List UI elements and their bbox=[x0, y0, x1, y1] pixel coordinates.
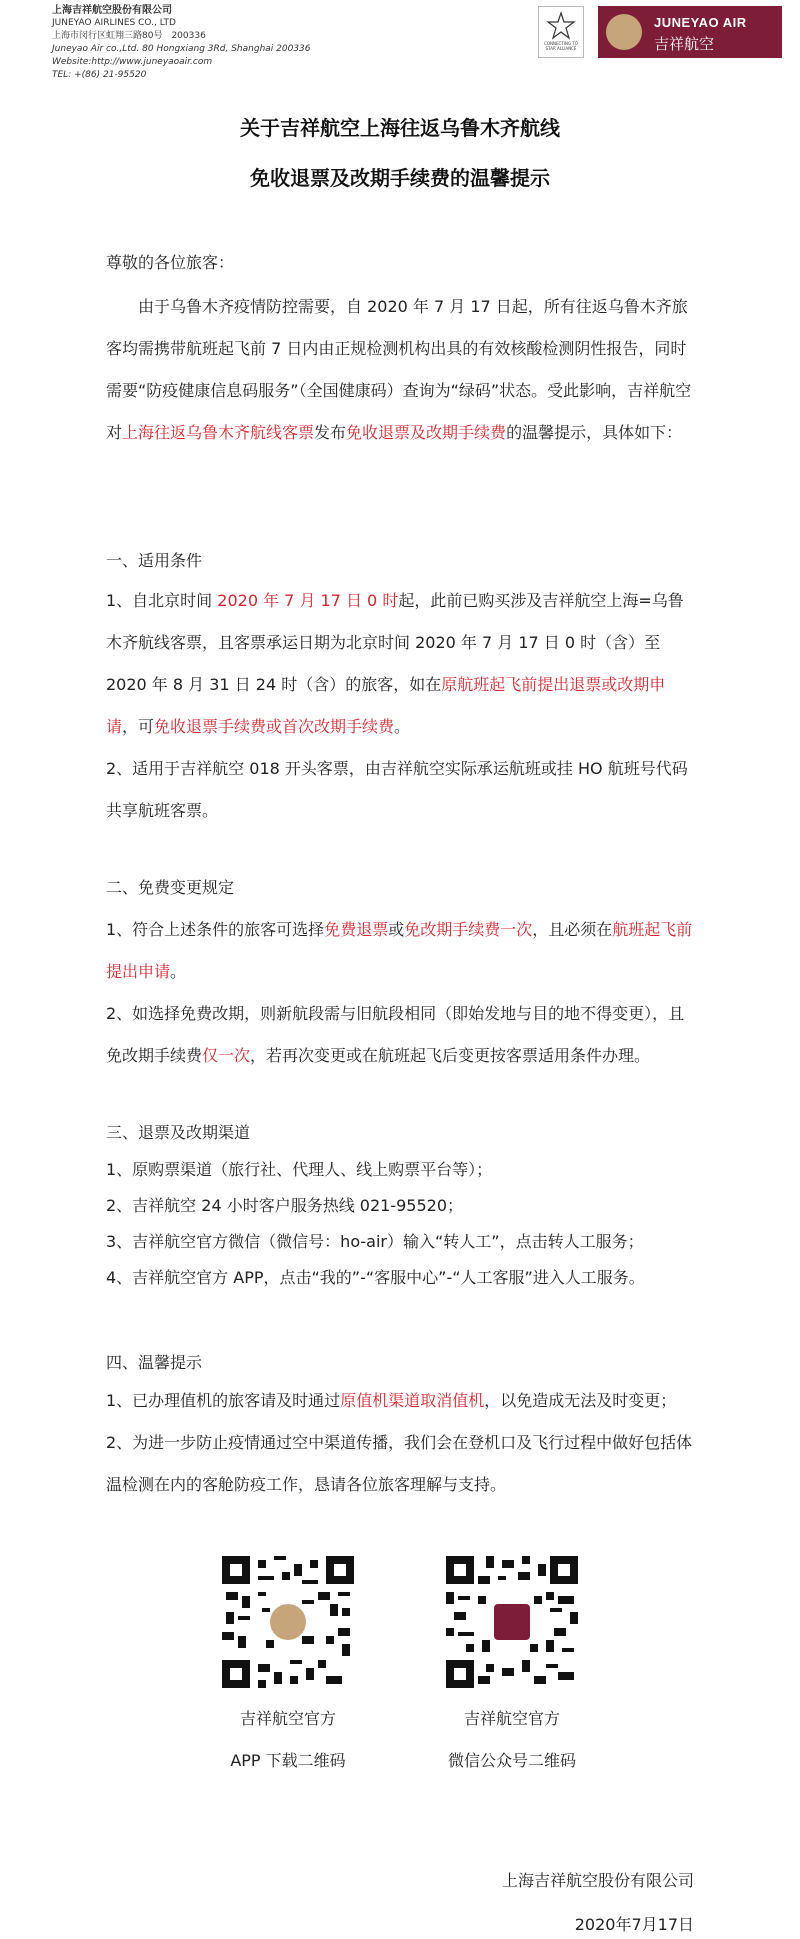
s1-item1-text-1: 1、自北京时间 bbox=[106, 591, 218, 610]
s1-item1-text-4: 。 bbox=[394, 717, 411, 736]
section1-item1 bbox=[106, 580, 694, 748]
company-name-en: JUNEYAO AIRLINES CO., LTD bbox=[52, 18, 176, 28]
s2-item1-text-1: 1、符合上述条件的旅客可选择 bbox=[106, 920, 325, 939]
s1-item1-text-2: 起，此前已购买涉及吉祥航空上海=乌鲁木齐航线客票，且客票承运日期为北京时间 2020 年 7 月 17 日 0 时（含）至 2020 年 8 月 31 日 24 时（含）的旅客，如在 bbox=[106, 591, 684, 694]
juneyao-emblem-icon bbox=[606, 14, 642, 50]
star-alliance-text: CONNECTING TO STAR ALLIANCE bbox=[544, 41, 578, 51]
intro-highlight-fee-waiver: 免收退票及改期手续费 bbox=[346, 423, 507, 442]
intro-text-1: 由于乌鲁木齐疫情防控需要，自 2020 年 7 月 17 日起，所有往返乌鲁木齐旅客均需携带航班起飞前 7 日内由正规检测机构出具的有效核酸检测阴性报告，同时需要“防疫健康信息码服务”（全国健康码）查询为“绿码”状态。受此影响，吉祥航空对 bbox=[106, 297, 692, 442]
s4-item1-text-1: 1、已办理值机的旅客请及时通过 bbox=[106, 1391, 341, 1410]
intro-highlight-route: 上海往返乌鲁木齐航线客票 bbox=[122, 423, 315, 442]
s2-item2-highlight-once: 仅一次 bbox=[202, 1046, 251, 1065]
juneyao-emblem-icon bbox=[494, 1604, 530, 1640]
intro-text-2: 发布 bbox=[314, 423, 347, 442]
star-alliance-logo bbox=[538, 6, 584, 58]
section3-item3: 3、吉祥航空官方微信（微信号：ho-air）输入“转人工”，点击转人工服务； bbox=[106, 1232, 644, 1251]
section2-item2 bbox=[106, 993, 694, 1077]
section4-item2: 2、为进一步防止疫情通过空中渠道传播，我们会在登机口及飞行过程中做好包括体温检测在内的客舱防疫工作，恳请各位旅客理解与支持。 bbox=[106, 1433, 693, 1494]
section2-item1 bbox=[106, 909, 694, 993]
s1-item1-highlight-waiver: 免收退票手续费或首次改期手续费 bbox=[154, 717, 395, 736]
page-title-line1: 关于吉祥航空上海往返乌鲁木齐航线 bbox=[240, 116, 560, 140]
s1-item1-text-3: ，可 bbox=[122, 717, 155, 736]
section2-heading: 二、免费变更规定 bbox=[106, 878, 235, 897]
brand-name-en: JUNEYAO AIR bbox=[654, 15, 747, 30]
section3-item4: 4、吉祥航空官方 APP，点击“我的”-“客服中心”-“人工客服”进入人工服务。 bbox=[106, 1268, 645, 1287]
intro-text-3: 的温馨提示，具体如下： bbox=[506, 423, 683, 442]
signature-date: 2020年7月17日 bbox=[574, 1915, 694, 1934]
s1-item1-highlight-date: 2020 年 7 月 17 日 0 时 bbox=[217, 591, 399, 610]
app-qr-caption-line1: 吉祥航空官方 bbox=[239, 1709, 336, 1728]
s2-item1-text-2: 或 bbox=[388, 920, 405, 939]
s2-item2-text-1: 2、如选择免费改期，则新航段需与旧航段相同（即始发地与目的地不得变更），且免改期手续费 bbox=[106, 1004, 685, 1065]
s2-item2-text-2: ，若再次变更或在航班起飞后变更按客票适用条件办理。 bbox=[250, 1046, 651, 1065]
s2-item1-text-3: ，且必须在 bbox=[532, 920, 613, 939]
section1-item2: 2、适用于吉祥航空 018 开头客票，由吉祥航空实际承运航班或挂 HO 航班号代码共享航班客票。 bbox=[106, 759, 688, 820]
section4-heading: 四、温馨提示 bbox=[106, 1353, 203, 1372]
section3-item1: 1、原购票渠道（旅行社、代理人、线上购票平台等）； bbox=[106, 1160, 493, 1179]
greeting: 尊敬的各位旅客： bbox=[106, 253, 235, 272]
s4-item1-highlight-cancel-checkin: 原值机渠道取消值机 bbox=[340, 1391, 485, 1410]
app-qr-caption-line2: APP 下载二维码 bbox=[230, 1751, 346, 1770]
address-en: Juneyao Air co.,Ltd. 80 Hongxiang 3Rd, Shanghai 200336 bbox=[52, 44, 311, 54]
address-cn: 上海市闵行区虹翔三路80号 200336 bbox=[52, 31, 206, 41]
section1-heading: 一、适用条件 bbox=[106, 551, 203, 570]
s4-item1-text-2: ，以免造成无法及时变更； bbox=[484, 1391, 677, 1410]
brand-name-cn: 吉祥航空 bbox=[654, 35, 715, 53]
app-download-qr-code[interactable] bbox=[222, 1556, 354, 1688]
section3-heading: 三、退票及改期渠道 bbox=[106, 1123, 251, 1142]
wechat-qr-caption-line1: 吉祥航空官方 bbox=[463, 1709, 560, 1728]
juneyao-air-logo bbox=[598, 6, 782, 58]
company-name-cn: 上海吉祥航空股份有限公司 bbox=[52, 5, 172, 16]
s2-item1-highlight-free-refund: 免费退票 bbox=[324, 920, 389, 939]
s1-item1-highlight-condition: 原航班起飞前提出退票或改期申请 bbox=[106, 675, 666, 736]
website: Website:http://www.juneyaoair.com bbox=[52, 57, 213, 67]
telephone: TEL: +(86) 21-95520 bbox=[52, 70, 147, 80]
juneyao-emblem-icon bbox=[270, 1604, 306, 1640]
intro-paragraph bbox=[106, 286, 694, 454]
section3-item2: 2、吉祥航空 24 小时客户服务热线 021-95520； bbox=[106, 1196, 464, 1215]
star-icon bbox=[546, 11, 576, 41]
s2-item1-highlight-free-change: 免改期手续费一次 bbox=[404, 920, 533, 939]
wechat-qr-caption-line2: 微信公众号二维码 bbox=[447, 1751, 576, 1770]
s2-item1-text-4: 。 bbox=[170, 962, 187, 981]
page-title-line2: 免收退票及改期手续费的温馨提示 bbox=[250, 166, 550, 190]
wechat-account-qr-code[interactable] bbox=[446, 1556, 578, 1688]
s2-item1-highlight-deadline: 航班起飞前提出申请 bbox=[106, 920, 693, 981]
signature-company: 上海吉祥航空股份有限公司 bbox=[501, 1871, 694, 1890]
section4-item1 bbox=[106, 1380, 694, 1422]
letterhead-address bbox=[52, 4, 311, 82]
